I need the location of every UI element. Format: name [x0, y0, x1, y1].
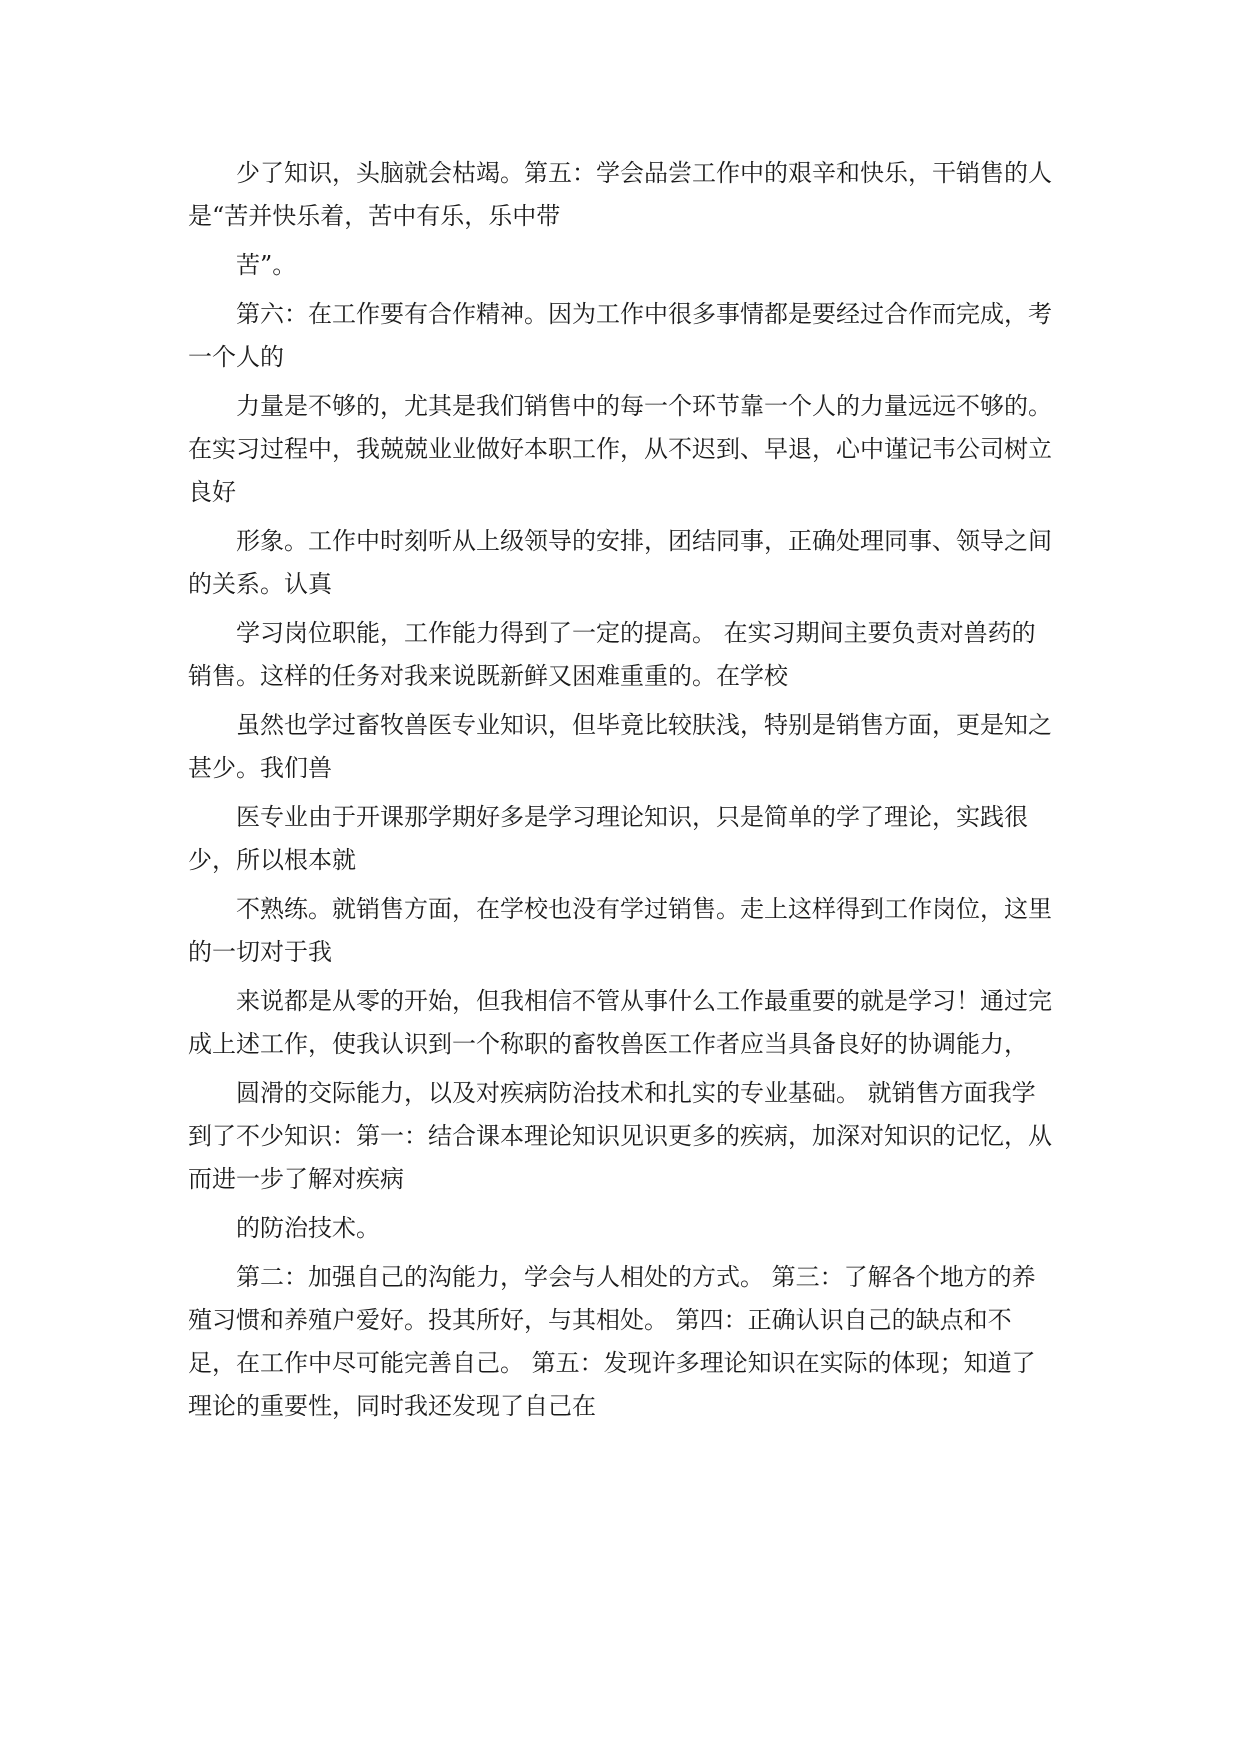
- paragraph: 苦”。: [236, 251, 297, 279]
- paragraph: 第六：在工作要有合作精神。因为工作中很多事情都是要经过合作而完成，考一个人的: [188, 300, 1052, 371]
- paragraph: 少了知识，头脑就会枯竭。第五：学会品尝工作中的艰辛和快乐，干销售的人是“苦并快乐着，苦中有乐，乐中带: [188, 159, 1052, 230]
- paragraph: 第二：加强自己的沟能力，学会与人相处的方式。 第三：了解各个地方的养殖习惯和养殖户爱好。投其所好，与其相处。 第四：正确认识自己的缺点和不足，在工作中尽可能完善自己。 第五：发现许多理论知识在实际的体现；知道了理论的重要性，同时我还发现了自己在: [188, 1263, 1036, 1420]
- paragraph: 学习岗位职能，工作能力得到了一定的提高。 在实习期间主要负责对兽药的销售。这样的任务对我来说既新鲜又困难重重的。在学校: [188, 619, 1036, 690]
- paragraph: 虽然也学过畜牧兽医专业知识，但毕竟比较肤浅，特别是销售方面，更是知之甚少。我们兽: [188, 711, 1052, 782]
- paragraph: 来说都是从零的开始，但我相信不管从事什么工作最重要的就是学习！通过完成上述工作，使我认识到一个称职的畜牧兽医工作者应当具备良好的协调能力，: [188, 987, 1052, 1058]
- document-body: [188, 152, 1058, 1434]
- paragraph: 圆滑的交际能力，以及对疾病防治技术和扎实的专业基础。 就销售方面我学到了不少知识：第一：结合课本理论知识见识更多的疾病，加深对知识的记忆，从而进一步了解对疾病: [188, 1079, 1052, 1193]
- paragraph: 形象。工作中时刻听从上级领导的安排，团结同事，正确处理同事、领导之间的关系。认真: [188, 527, 1052, 598]
- paragraph: 不熟练。就销售方面，在学校也没有学过销售。走上这样得到工作岗位，这里的一切对于我: [188, 895, 1052, 966]
- paragraph: 力量是不够的，尤其是我们销售中的每一个环节靠一个人的力量远远不够的。在实习过程中，我兢兢业业做好本职工作，从不迟到、早退，心中谨记韦公司树立良好: [188, 392, 1052, 506]
- paragraph: 的防治技术。: [236, 1214, 380, 1242]
- paragraph: 医专业由于开课那学期好多是学习理论知识，只是简单的学了理论，实践很少，所以根本就: [188, 803, 1028, 874]
